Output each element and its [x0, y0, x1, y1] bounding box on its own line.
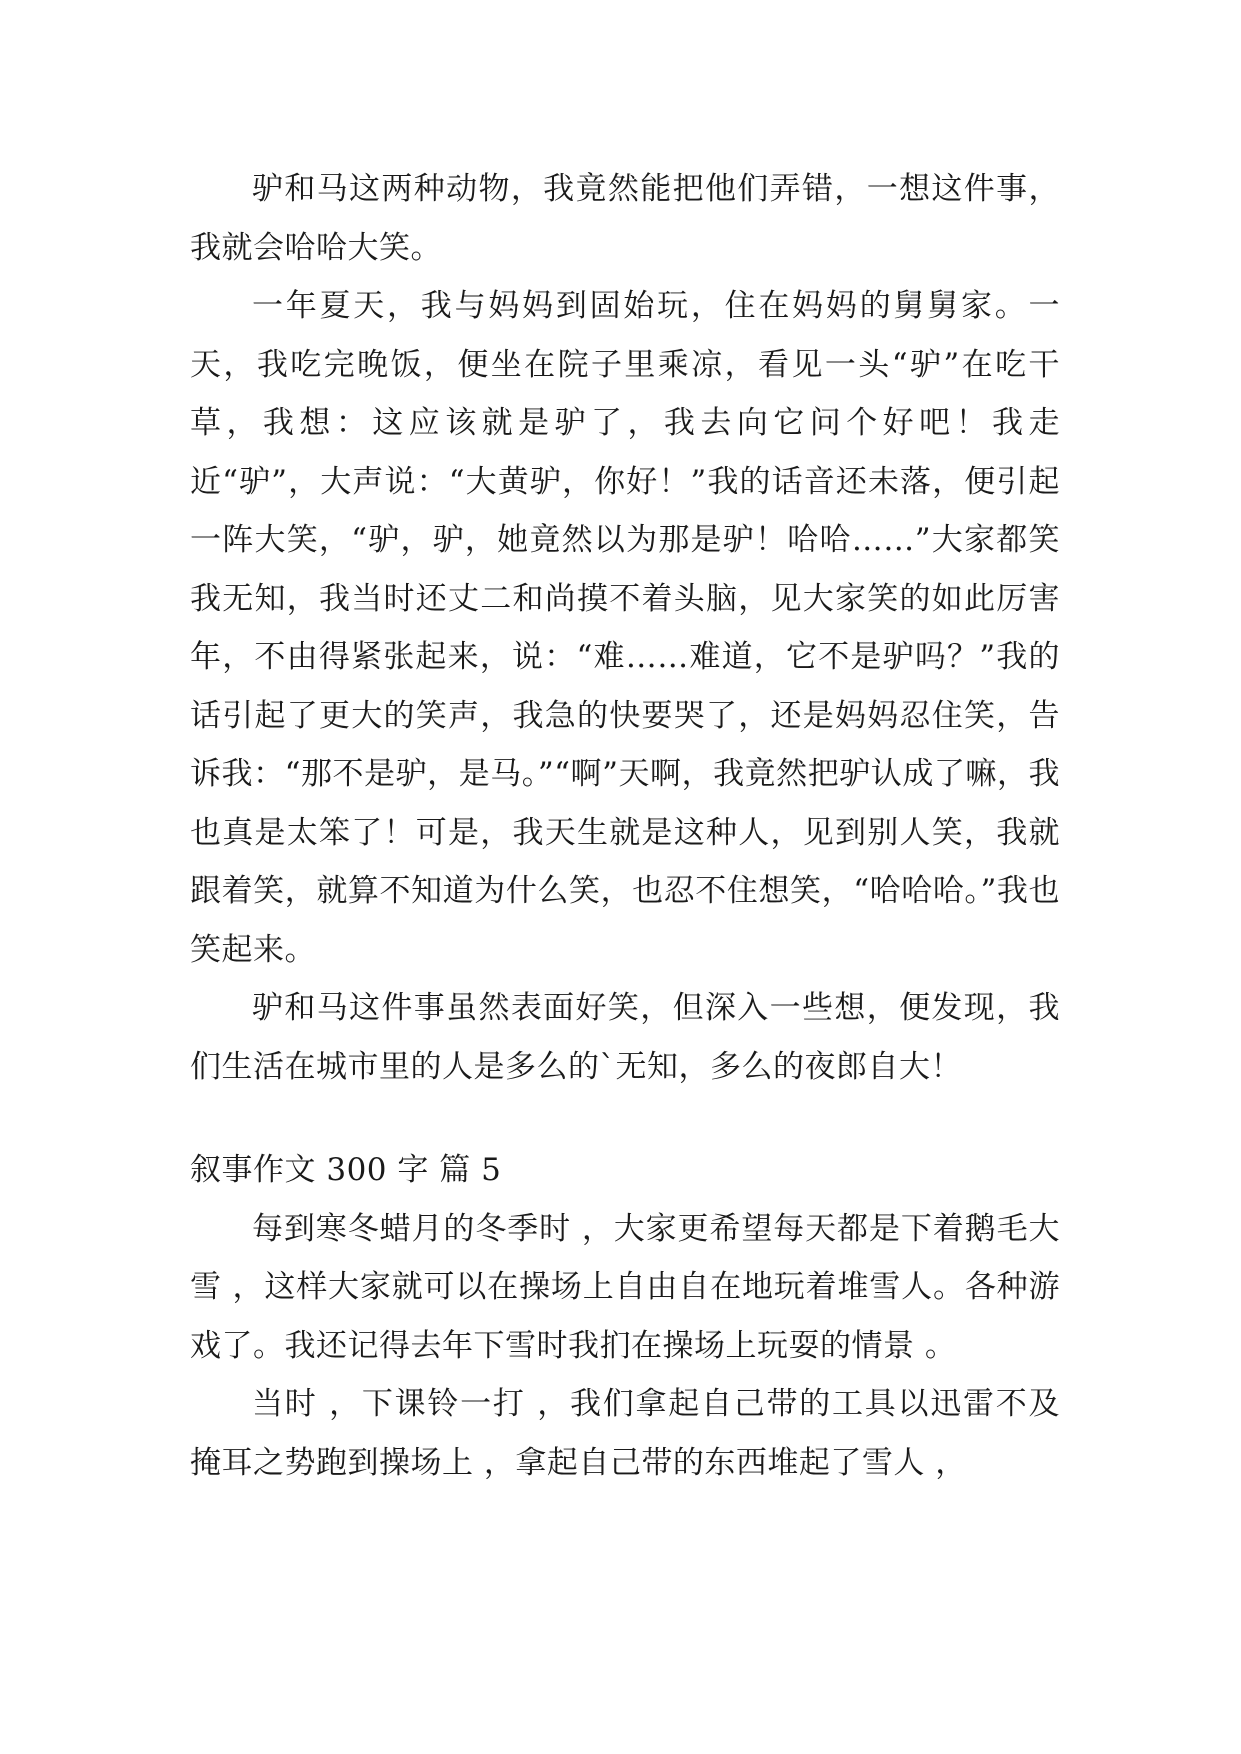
paragraph: 驴和马这两种动物，我竟然能把他们弄错，一想这件事，我就会哈哈大笑。 [190, 171, 1060, 266]
paragraph: 驴和马这件事虽然表面好笑，但深入一些想，便发现，我们生活在城市里的人是多么的`无知，多么的夜郎自大！ [190, 990, 1060, 1085]
document-body [190, 160, 1060, 1492]
section-spacer [190, 1096, 1060, 1141]
section-heading: 叙事作文 300 字 篇 5 [190, 1152, 502, 1188]
paragraph: 每到寒冬蜡月的冬季时 ，大家更希望每天都是下着鹅毛大雪 ，这样大家就可以在操场上自由自在地玩着堆雪人。各种游戏了。我还记得去年下雪时我扪在操场上玩耍的情景 。 [190, 1210, 1060, 1364]
paragraph: 一年夏天，我与妈妈到固始玩，住在妈妈的舅舅家。一天，我吃完晚饭，便坐在院子里乘凉，看见一头“驴”在吃干草，我想：这应该就是驴了，我去向它问个好吧！我走近“驴”，大声说：“大黄驴，你好！”我的话音还未落，便引起一阵大笑，“驴，驴，她竟然以为那是驴！哈哈……”大家都笑我无知，我当时还丈二和尚摸不着头脑，见大家笑的如此厉害年，不由得紧张起来，说：“难……难道，它不是驴吗？”我的话引起了更大的笑声，我急的快要哭了，还是妈妈忍住笑，告诉我：“那不是驴，是马。”“啊”天啊，我竟然把驴认成了嘛，我也真是太笨了！可是，我天生就是这种人，见到别人笑，我就跟着笑，就算不知道为什么笑，也忍不住想笑，“哈哈哈。”我也笑起来。 [190, 288, 1060, 968]
paragraph: 当时 ，下课铃一打 ，我们拿起自己带的工具以迅雷不及掩耳之势跑到操场上 ，拿起自己带的东西堆起了雪人 ， [190, 1386, 1060, 1481]
